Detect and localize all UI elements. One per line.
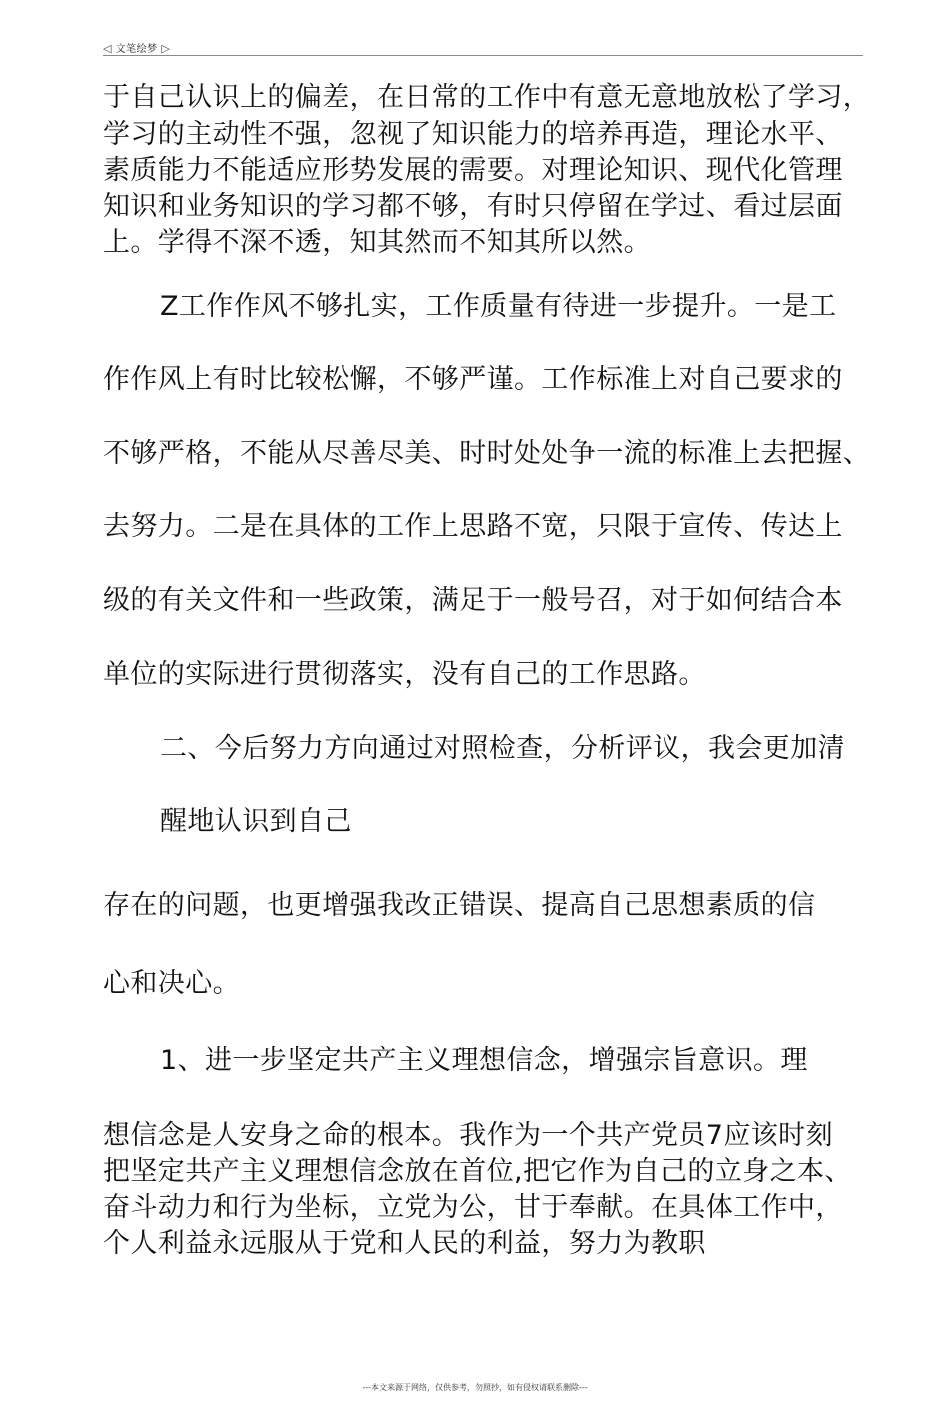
body-line: 级的有关文件和一些政策，满足于一般号召，对于如何结合本 — [103, 585, 843, 616]
header-title: 文笔绘梦 — [115, 44, 158, 55]
body-line: 知识和业务知识的学习都不够，有时只停留在学过、看过层面 — [103, 191, 843, 222]
body-line: 上。学得不深不透，知其然而不知其所以然。 — [103, 227, 651, 258]
body-line: 于自己认识上的偏差，在日常的工作中有意无意地放松了学习， — [103, 82, 871, 113]
body-line: 不够严格，不能从尽善尽美、时时处处争一流的标准上去把握、 — [103, 438, 871, 469]
body-line: 把坚定共产主义理想信念放在首位,把它作为自己的立身之本、 — [103, 1156, 852, 1187]
body-line: 去努力。二是在具体的工作上思路不宽，只限于宣传、传达上 — [103, 511, 843, 542]
body-line: Z工作作风不够扎实，工作质量有待进一步提升。一是工 — [160, 291, 837, 322]
body-line: 单位的实际进行贯彻落实，没有自己的工作思路。 — [103, 659, 706, 690]
body-line: 想信念是人安身之命的根本。我作为一个共产党员7应该时刻 — [103, 1120, 833, 1151]
body-line: 素质能力不能适应形势发展的需要。对理论知识、现代化管理 — [103, 155, 843, 186]
section-heading: 二、今后努力方向通过对照检查，分析评议，我会更加清 — [160, 733, 845, 764]
body-line: 心和决心。 — [103, 968, 240, 999]
body-line: 醒地认识到自己 — [160, 806, 352, 837]
body-line: 学习的主动性不强，忽视了知识能力的培养再造，理论水平、 — [103, 119, 843, 150]
body-line: 奋斗动力和行为坐标，立党为公，甘于奉献。在具体工作中， — [103, 1192, 843, 1223]
body-line: 个人利益永远服从于党和人民的利益，努力为教职 — [103, 1228, 706, 1259]
triangle-left-icon: ◁ — [103, 42, 112, 55]
numbered-item-heading: 1、进一步坚定共产主义理想信念，增强宗旨意识。理 — [160, 1045, 808, 1076]
page-header — [103, 40, 170, 55]
body-line: 作作风上有时比较松懈，不够严谨。工作标准上对自己要求的 — [103, 364, 843, 395]
header-divider — [103, 55, 863, 56]
triangle-right-icon: ▷ — [161, 42, 171, 55]
footer-disclaimer: ---本文来源于网络，仅供参考，勿照抄，如有侵权请联系删除--- — [362, 1383, 588, 1392]
body-line: 存在的问题，也更增强我改正错误、提高自己思想素质的信 — [103, 890, 816, 921]
